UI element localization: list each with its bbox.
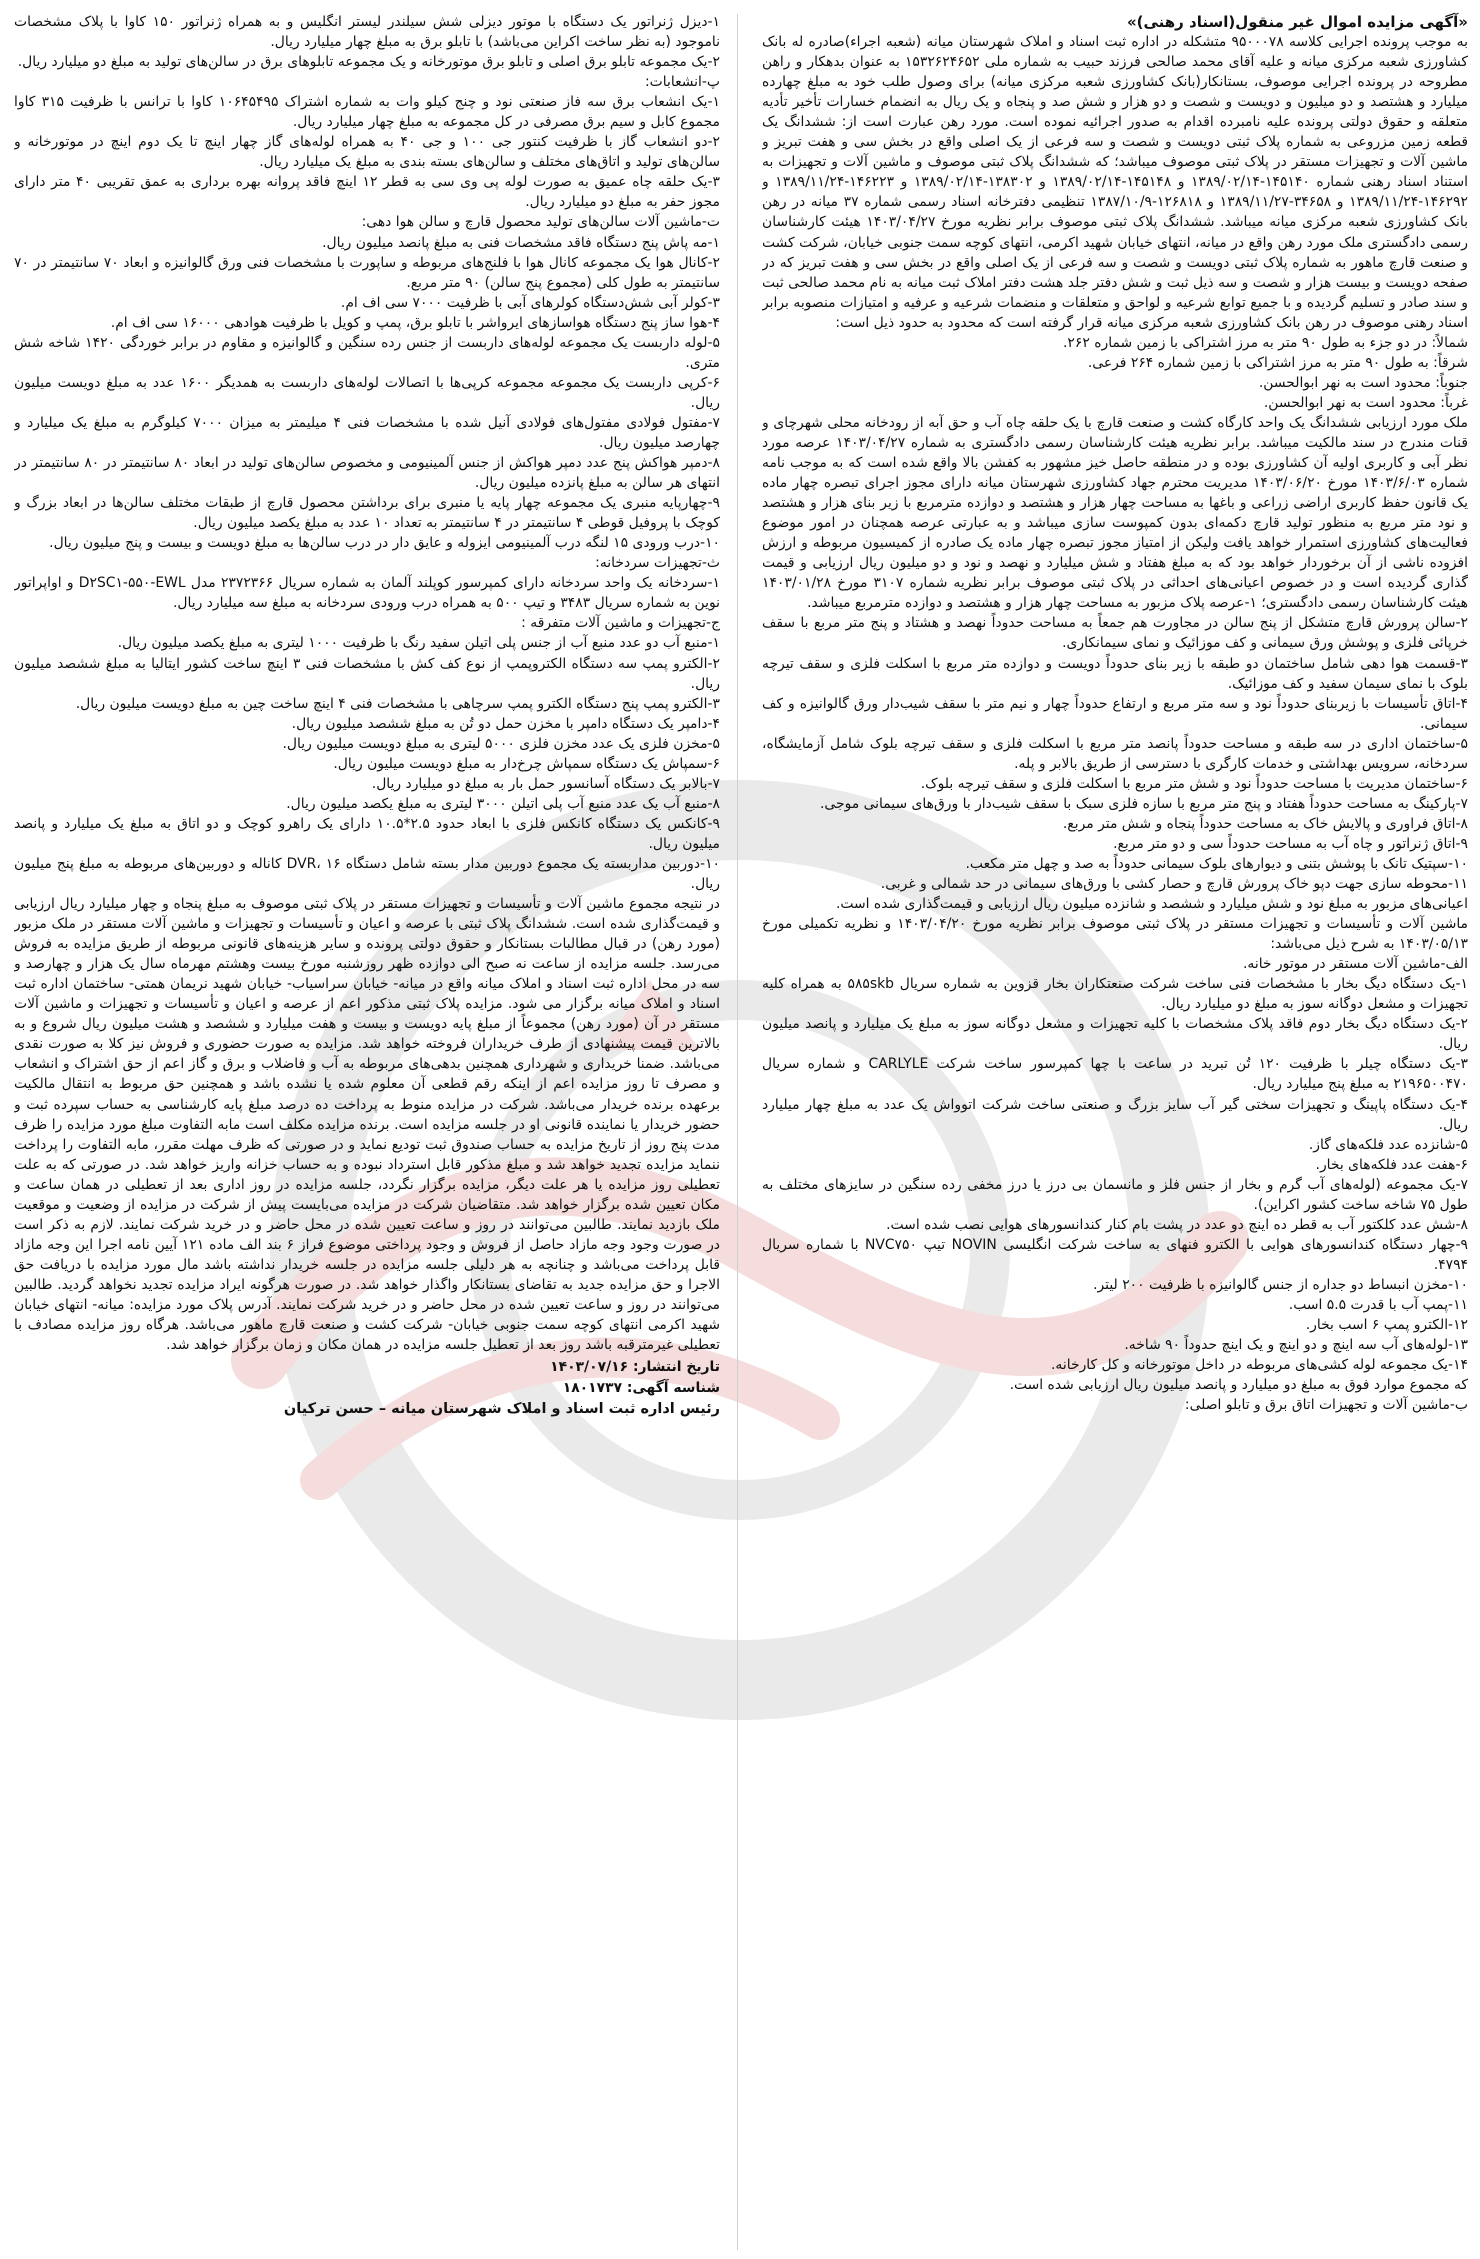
valuation-paragraph: ملک مورد ارزیابی ششدانگ یک واحد کارگاه کشت و صنعت قارچ با یک حلقه چاه آب و حق آبه از رودخانه محلی شهرچای و قنات مندرج در سند مالکیت میباشد. برابر نظریه هیئت کارشناسان رسمی دادگستری به شماره ۱۴۰۳/۰۴/۲۷ عرصه مورد نظر آبی و کاربری اولیه آن کشاورزی بوده و در منطقه حاصل خیز مشهور به کفشن بالا واقع شده است که به موجب نامه شماره ۱۴۰۳/۶/۰۳ مورخ ۱۴۰۳/۰۶/۲۰ مدیریت محترم جهاد کشاورزی شهرستان میانه دارای مجوز اجرای تبصره چهار ماده یک قانون حفظ کاربری اراضی زراعی و باغها به مساحت چهار هزار و هشتصد و دوازده مترمربع با زیر بنای هزار و هشتصد و نود متر مربع به منظور تولید قارچ دکمه‌ای بدون کمپوست سازی میباشد و به عبارتی عرصه همچنان در امور موضوع فعالیت‌های کشاورزی استمرار خواهد یافت ولیکن از امتیاز مجوز تبصره چهار ماده یک صادره از کمیسیون مربوطه و ارزش افزوده ناشی از آن برخوردار خواهد بود که به مبلغ هفتاد و شش میلیارد و نهصد و نود و دو میلیون ریال ارزیابی و قیمت گذاری گردیده است و در خصوص اعیانی‌های احداثی در پلاک ثبتی موصوف برابر نظریه شماره ۳۱۰۷ مورخ ۱۴۰۳/۰۱/۲۸ هیئت کارشناسان رسمی دادگستری؛ ۱-عرصه پلاک مزبور به مساحت چهار هزار و هشتصد و دوازده مترمربع میباشد. bbox=[762, 414, 1468, 612]
building-item: ۹-اتاق ژنراتور و چاه آب به مساحت حدوداً سی و دو متر مربع. bbox=[1113, 835, 1468, 852]
building-item: ۱۱-محوطه سازی جهت دپو خاک پرورش قارچ و حصار کشی با ورق‌های سیمانی در حد شمالی و غربی. bbox=[880, 876, 1468, 893]
machinery-item: ۱۳-لوله‌های آب سه اینچ و دو اینچ و یک اینچ حدوداً ۹۰ شاخه. bbox=[1124, 1337, 1468, 1354]
bound-south: جنوباً: محدود است به نهر ابوالحسن. bbox=[1258, 374, 1468, 391]
left-column bbox=[14, 12, 720, 2252]
section-t-item: ۲-کانال هوا یک مجموعه کانال هوا با فلنج‌های مربوطه و ساپورت با مشخصات فنی ورق گالوانیزه و ابعاد ۷۰ سانتیمتر در ۷۰ سانتیمتر به طول کلی (مجموع پنج سالن) ۹۰ متر مربع. bbox=[14, 254, 720, 291]
machinery-item: ۱-یک دستگاه دیگ بخار با مشخصات فنی ساخت شرکت صنعتکاران بخار قزوین به شماره سریال ۵۸۵skb به همراه کلیه تجهیزات و مشعل دوگانه سوز به مبلغ دو میلیارد ریال. bbox=[762, 976, 1468, 1013]
machinery-item: ۷-یک مجموعه (لوله‌های آب گرم و بخار از جنس فلز و مانسمان بی درز یا درز مخفی رده سنگین در سایزهای مختلف به طول ۷۵ شاخه ساخت کشور اکراین). bbox=[762, 1176, 1468, 1213]
machinery-item: ۱۴-یک مجموعه لوله کشی‌های مربوطه در داخل موتورخانه و کل کارخانه. bbox=[1051, 1357, 1468, 1374]
bound-west: غرباً: محدود است به نهر ابوالحسن. bbox=[1263, 394, 1468, 411]
machinery-heading: الف-ماشین آلات مستقر در موتور خانه. bbox=[1242, 956, 1468, 973]
machinery-total: که مجموع موارد فوق به مبلغ دو میلیارد و پانصد میلیون ریال ارزیابی شده است. bbox=[1009, 1377, 1468, 1394]
section-j-item: ۶-سمپاش یک دستگاه سمپاش چرخ‌دار به مبلغ دویست میلیون ریال. bbox=[333, 755, 720, 772]
section-s-heading: ث-تجهیزات سردخانه: bbox=[595, 555, 720, 572]
section-b-heading: ب-ماشین آلات و تجهیزات اتاق برق و تابلو اصلی: bbox=[1184, 1397, 1468, 1414]
machinery-item: ۸-شش عدد کلکتور آب به قطر ده اینچ دو عدد در پشت بام کنار کندانسورهای هوایی نصب شده است. bbox=[886, 1216, 1468, 1233]
section-t-heading: ت-ماشین آلات سالن‌های تولید محصول قارچ و سالن هوا دهی: bbox=[361, 214, 720, 231]
machinery-intro: ماشین آلات و تأسیسات و تجهیزات مستقر در پلاک ثبتی موصوف برابر نظریه مورخ ۱۴۰۳/۰۴/۲۰ و نظریه تکمیلی مورخ ۱۴۰۳/۰۵/۱۳ به شرح ذیل می‌باشد: bbox=[762, 916, 1468, 953]
section-t-item: ۱-مه پاش پنج دستگاه فاقد مشخصات فنی به مبلغ پانصد میلیون ریال. bbox=[322, 234, 720, 251]
machinery-item: ۴-یک دستگاه پاپینگ و تجهیزات سختی گیر آب سایز بزرگ و صنعتی ساخت شرکت اتوواش یک عدد به مبلغ چهار میلیارد ریال. bbox=[762, 1096, 1468, 1133]
buildings-total: اعیانی‌های مزبور به مبلغ نود و شش میلیارد و ششصد و شانزده میلیون ریال ارزیابی و قیمت‌گذاری شده است. bbox=[835, 896, 1468, 913]
machinery-item: ۶-هفت عدد فلکه‌های بخار. bbox=[1315, 1156, 1468, 1173]
machinery-item: ۳-یک دستگاه چیلر با ظرفیت ۱۲۰ تُن تبرید در ساعت با چها کمپرسور ساخت شرکت CARLYLE و شماره سریال ۲۱۹۶۵۰۰۴۷۰ به مبلغ پنج میلیارد ریال. bbox=[762, 1056, 1468, 1093]
section-j-item: ۵-مخزن فلزی یک عدد مخزن فلزی ۵۰۰۰ لیتری به مبلغ دویست میلیون ریال. bbox=[282, 735, 720, 752]
column-divider bbox=[737, 14, 738, 2250]
section-t-item: ۵-لوله داربست یک مجموعه لوله‌های داربست از جنس رده سنگین و گالوانیزه و مقاوم در برابر خوردگی ۱۴۲۰ شاخه شش متری. bbox=[14, 334, 720, 371]
building-item: ۸-اتاق فراوری و پالایش خاک به مساحت حدوداً پنجاه و شش متر مربع. bbox=[1062, 815, 1468, 832]
machinery-item: ۱۲-الکترو پمپ ۶ اسب بخار. bbox=[1305, 1317, 1468, 1334]
section-s-item: ۱-سردخانه یک واحد سردخانه دارای کمپرسور کوپلند آلمان به شماره سریال ۲۳۷۲۳۶۶ مدل D۲SC۱-۵۵۰-EWL و اواپراتور نوین به شماره سریال ۳۴۸۳ و تیپ ۵۰۰ به همراه درب ورودی سردخانه به مبلغ سه میلیارد ریال. bbox=[14, 575, 720, 612]
section-j-item: ۲-الکترو پمپ سه دستگاه الکتروپمپ از نوع کف کش با مشخصات فنی ۳ اینچ ساخت کشور ایتالیا به مبلغ ششصد میلیون ریال. bbox=[14, 655, 720, 692]
machinery-item: ۱۰-مخزن انبساط دو جداره از جنس گالوانیزه با ظرفیت ۲۰۰ لیتر. bbox=[1093, 1276, 1468, 1293]
building-item: ۶-ساختمان مدیریت با مساحت حدوداً نود و شش متر مربع با اسکلت فلزی و سقف تیرچه بلوک. bbox=[920, 775, 1468, 792]
section-j-item: ۸-منبع آب یک عدد منبع آب پلی اتیلن ۳۰۰۰ لیتری به مبلغ یکصد میلیون ریال. bbox=[286, 795, 720, 812]
machinery-item: ۱۱-پمپ آب با قدرت ۵.۵ اسب. bbox=[1288, 1297, 1468, 1313]
building-item: ۲-سالن پرورش قارچ متشکل از پنج سالن در مجاورت هم جمعاً به مساحت حدوداً نهصد و هشتاد و پنج متر مربع با سقف خرپائی فلزی و پوشش ورق سیمانی و کف موزائیک و نمای سیمانکاری. bbox=[762, 615, 1468, 652]
section-b-item: ۱-دیزل ژنراتور یک دستگاه با موتور دیزلی شش سیلندر لیستر انگلیس و به همراه ژنراتور ۱۵۰ کاوا با پلاک مشخصات ناموجود (به نظر ساخت اکراین می‌باشد) با تابلو برق به مبلغ چهار میلیارد ریال. bbox=[14, 14, 720, 51]
section-j-item: ۷-بالابر یک دستگاه آسانسور حمل بار به مبلغ دو میلیارد ریال. bbox=[371, 775, 720, 792]
section-j-item: ۴-دامپر یک دستگاه دامپر با مخزن حمل دو تُن به مبلغ ششصد میلیون ریال. bbox=[291, 715, 720, 732]
building-item: ۷-پارکینگ به مساحت حدوداً هفتاد و پنج متر مربع با سازه فلزی سبک با سقف شیب‌دار با ورق‌های سیمانی موجی. bbox=[819, 795, 1468, 812]
publish-date: تاریخ انتشار: ۱۴۰۳/۰۷/۱۶ bbox=[550, 1359, 720, 1376]
section-t-item: ۶-کرپی داربست یک مجموعه مجموعه کرپی‌ها با اتصالات لوله‌های داربست به همدیگر ۱۶۰۰ عدد به مبلغ دویست میلیون ریال. bbox=[14, 374, 720, 411]
signature: رئیس اداره ثبت اسناد و املاک شهرستان میانه – حسن ترکیان bbox=[283, 1401, 720, 1418]
bound-east: شرقاً: به طول ۹۰ متر به مرز اشتراکی با زمین شماره ۲۶۴ فرعی. bbox=[1087, 354, 1468, 371]
right-column bbox=[762, 12, 1468, 2252]
section-p-item: ۱-یک انشعاب برق سه فاز صنعتی نود و چنج کیلو وات به شماره اشتراک ۱۰۶۴۵۴۹۵ کاوا با ترانس با ظرفیت ۳۱۵ کاوا مجموع کابل و سیم برق مصرفی در کل مجموعه به مبلغ چهار میلیارد ریال. bbox=[14, 94, 720, 131]
notice-id: شناسه آگهی: ۱۸۰۱۷۳۷ bbox=[562, 1380, 720, 1397]
section-j-heading: ج-تجهیزات و ماشین آلات متفرقه : bbox=[521, 615, 720, 632]
section-j-item: ۹-کانکس یک دستگاه کانکس فلزی با ابعاد حدود ۲.۵*۱۰.۵ دارای یک راهرو کوچک و دو اتاق به مبلغ یک میلیارد و پانصد میلیون ریال. bbox=[14, 815, 720, 852]
section-t-item: ۴-هوا ساز پنج دستگاه هواساز‌های ایرواشر با تابلو برق، پمپ و کویل با ظرفیت هوادهی ۱۶۰۰۰ سی اف ام. bbox=[110, 314, 720, 331]
ad-footer bbox=[14, 1357, 720, 1420]
building-item: ۱۰-سپتیک تانک با پوشش بتنی و دیوارهای بلوک سیمانی حدوداً به صد و چهل متر مکعب. bbox=[965, 855, 1468, 872]
section-t-item: ۸-دمپر هواکش پنج عدد دمپر هواکش از جنس آلمینیومی و مخصوص سالن‌های تولید در ابعاد ۸۰ سانتیمتر در ۸۰ سانتیمتر در انتهای هر سالن به مبلغ پانزده میلیون ریال. bbox=[14, 455, 720, 492]
building-item: ۳-قسمت هوا دهی شامل ساختمان دو طبقه با زیر بنای حدوداً دویست و دوازده متر مربع با اسکلت فلزی و سقف تیرچه بلوک با نمای سیمان سفید و کف موزائیک. bbox=[762, 655, 1468, 692]
machinery-item: ۹-چهار دستگاه کندانسورهای هوایی با الکترو فنهای به ساخت شرکت انگلیسی NOVIN تیپ NVC۷۵۰ با شماره سریال ۴۷۹۴. bbox=[762, 1236, 1468, 1273]
machinery-item: ۵-شانزده عدد فلکه‌های گاز. bbox=[1308, 1136, 1468, 1153]
section-p-heading: پ-انشعابات: bbox=[645, 74, 720, 91]
section-t-item: ۷-مفتول فولادی مفتول‌های فولادی آنیل شده با مشخصات فنی ۴ میلیمتر به میزان ۷۰۰۰ کیلوگرم به مبلغ یک میلیارد و چهارصد میلیون ریال. bbox=[14, 414, 720, 451]
section-t-item: ۹-چهارپایه منبری یک مجموعه چهار پایه یا منبری برای برداشتن محصول قارچ از طبقات مختلف سالن‌ها در ابعاد بزرگ و کوچک با پروفیل قوطی ۴ سانتیمتر در ۴ سانتیمتر به تعداد ۱۰ عدد به مبلغ یکصد میلیون ریال. bbox=[14, 495, 720, 532]
ad-title: «آگهی مزایده اموال غیر منقول(اسناد رهنی)» bbox=[1126, 13, 1468, 31]
section-b-item: ۲-یک مجموعه تابلو برق اصلی و تابلو برق موتورخانه و یک مجموعه تابلوهای برق در سالن‌های تولید به مبلغ دو میلیارد ریال. bbox=[17, 54, 720, 71]
closing-paragraph: در نتیجه مجموع ماشین آلات و تأسیسات و تجهیزات مستقر در پلاک ثبتی موصوف به مبلغ پنجاه و چهار میلیارد ریال ارزیابی و قیمت‌گذاری شده است. ششدانگ پلاک ثبتی با عرصه و اعیان و تأسیسات و تجهیزات و ماشین آلات مستقر در ملک مزبور (مورد رهن) در قبال مطالبات بستانکار و حقوق دولتی پرونده و سایر هزینه‌های قانونی مربوطه از طریق مزایده به فروش می‌رسد. جلسه مزایده از ساعت نه صبح الی دوازده ظهر روزشنبه مورخ بیست وهشتم مهرماه سال یک هزار و چهارصد و سه در محل اداره ثبت اسناد و املاک میانه واقع در میانه- خیابان سراسیاب- خیابان شهید نریمان همتی- ساختمان اداره ثبت اسناد و املاک میانه برگزار می شود. مزایده پلاک ثبتی مذکور اعم از عرصه و اعیان و تأسیسات و تجهیزات و ماشین آلات مستقر در آن (مورد رهن) مجموعاً از مبلغ پایه دویست و بیست و هفت میلیارد و ششصد و هشت میلیون ریال شروع و به بالاترین قیمت پیشنهادی از طرف خریداران فروخته خواهد شد. مزایده به صورت حضوری و فروش نیز کلا به صورت نقدی می‌باشد. ضمنا خریداری و شهرداری همچنین بدهی‌های مربوطه به آب و فاضلاب و برق و گاز اعم از حق اشتراک و انشعاب و مصرف تا روز مزایده اعم از اینکه رقم قطعی آن معلوم شده یا نشده باشد و همچنین حق مربوط به انتقال مالکیت برعهده برنده خریدار می‌باشد. شرکت در مزایده منوط به پرداخت ده درصد مبلغ پایه کارشناسی به حساب سپرده ثبت و حضور خریدار یا نماینده قانونی او در جلسه مزایده است. برنده مزایده مکلف است مابه التفاوت مبلغ مورد مزایده را ظرف مدت پنج روز از تاریخ مزایده به حساب صندوق ثبت تودیع نماید و در صورتی که ظرف مهلت مقرر، مابه التفاوت را پرداخت ننماید مزایده تجدید خواهد شد و مبلغ مذکور قابل استرداد نبوده و به حساب خزانه واریز خواهد شد. در صورتی که به علت تعطیلی روز مزایده یا هر علت دیگر، مزایده برگزار نگردد، جلسه مزایده در روز اداری بعد از تعطیلی در همان ساعت و مکان تعیین شده برگزار خواهد شد. متقاضیان شرکت در مزایده می‌بایست پیش از شرکت در مزایده از وضعیت و موقعیت ملک بازدید نمایند. طالبین می‌توانند در روز و ساعت تعیین شده در محل حاضر و در خرید شرکت نمایند. لازم به ذکر است در صورت وجود وجه مازاد حاصل از فروش و وجود پرداختی موضوع فراز ۶ بند الف ماده ۱۲۱ آیین نامه اجرا این وجه مازاد قابل پرداخت می‌باشد و چنانچه به هر دلیلی جلسه مزایده در جلسه خریدار نداشته باشد مال مورد مزایده با دریافت حق الاجرا و حق مزایده جدید به تقاضای بستانکار واگذار خواهد شد. در صورت هرگونه ایراد مزایده تجدید نخواهد گردید. طالبین می‌توانند در روز و ساعت تعیین شده در محل حاضر و در خرید شرکت نمایند. آدرس پلاک مورد مزایده: میانه- انتهای خیابان شهید اکرمی انتهای کوچه سمت جنوبی خیابان- شرکت کشت و صنعت قارچ ماهور می‌باشد. هرگاه روز مزایده مصادف با تعطیلی غیرمترقبه باشد روز بعد از تعطیل جلسه مزایده در همان مکان و زمان برگزار خواهد شد. bbox=[14, 896, 720, 1354]
building-item: ۵-ساختمان اداری در سه طبقه و مساحت حدوداً پانصد متر مربع با اسکلت فلزی و سقف تیرچه بلوک شامل آزمایشگاه، سردخانه، سرویس بهداشتی و خدمات کارگری با دسترسی از طریق بالابر و پله. bbox=[762, 735, 1468, 772]
machinery-item: ۲-یک دستگاه دیگ بخار دوم فاقد پلاک مشخصات با کلیه تجهیزات و مشعل دوگانه سوز به مبلغ یک میلیارد و پانصد میلیون ریال. bbox=[762, 1016, 1468, 1053]
section-t-item: ۱۰-درب ورودی ۱۵ لنگه درب آلمینیومی ایزوله و عایق دار در درب سالن‌ها به مبلغ دویست و بیست و پنج میلیون ریال. bbox=[49, 535, 720, 552]
bound-north: شمالاً: در دو جزء به طول ۹۰ متر به مرز اشتراکی با زمین شماره ۲۶۲. bbox=[1063, 334, 1468, 351]
building-item: ۴-اتاق تأسیسات با زیربنای حدوداً نود و سه متر مربع و ارتفاع حدوداً چهار و نیم متر با سقف شیب‌دار ورق گالوانیزه و کف سیمانی. bbox=[762, 695, 1468, 732]
section-t-item: ۳-کولر آبی شش‌دستگاه کولرهای آبی با ظرفیت ۷۰۰۰ سی اف ام. bbox=[340, 294, 720, 311]
section-p-item: ۳-یک حلقه چاه عمیق به صورت لوله پی وی سی به قطر ۱۲ اینچ فاقد پروانه بهره برداری به عمق تقریبی ۴۰ متر دارای مجوز حفر به مبلغ دو میلیارد ریال. bbox=[14, 174, 720, 211]
intro-paragraph: به موجب پرونده اجرایی کلاسه ۹۵۰۰۰۷۸ متشکله در اداره ثبت اسناد و املاک شهرستان میانه (شعبه اجراء)صادره له بانک کشاورزی شعبه مرکزی میانه و علیه آقای محمد صالحی فرزند حبیب به شماره ملی ۱۵۳۲۶۲۴۶۵۲ به عنوان بدهکار و راهن مطروحه در پرونده اجرایی موصوف، بستانکار(بانک کشاورزی شعبه مرکزی میانه) برای وصول طلب خود به مبلغ چهارده میلیارد و هشتصد و دو میلیون و دویست و شصت و دو هزار و شش صد و پنجاه و یک ریال به انضمام خسارات تأخیر تأدیه متعلقه و حقوق دولتی پرونده علیه نامبرده اقدام به صدور اجرائیه نموده است. مورد رهن عبارت است از: ششدانگ یک قطعه زمین مزروعی به شماره پلاک ثبتی دویست و شصت و سه فرعی از یک اصلی واقع در بخش سی و هفت تبریز و ماشین آلات و تجهیزات مستقر در پلاک ثبتی موصوف میباشد؛ که ششدانگ پلاک ثبتی موصوف و ماشین آلات و تجهیزات به استناد اسناد رهنی شماره ۱۴۵۱۴۰-۱۳۸۹/۰۲/۱۴ و ۱۴۵۱۴۸-۱۳۸۹/۰۲/۱۴ و ۱۳۸۳۰۲-۱۳۸۹/۰۲/۱۴ و ۱۴۶۲۲۳-۱۳۸۹/۱۱/۲۴ و ۱۴۶۲۹۲-۱۳۸۹/۱۱/۲۴ و ۳۴۶۵۸-۱۳۸۹/۱۱/۲۷ و ۱۲۶۸۱۸-۱۳۸۷/۱۰/۹ تنظیمی دفترخانه اسناد رسمی شماره ۳۷ میانه در رهن بانک کشاورزی شعبه مرکزی میانه میباشد. ششدانگ پلاک ثبتی موصوف برابر نظریه مورخ ۱۴۰۳/۰۴/۲۷ هیئت کارشناسان رسمی دادگستری ملک مورد رهن واقع در میانه، انتهای خیابان شهید اکرمی، انتهای کوچه سمت جنوبی خیابان، شرکت کشت و صنعت قارچ ماهور به شماره پلاک ثبتی دویست و شصت و سه فرعی از یک اصلی واقع در بخش سی و هفت تبریز که در صفحه دویست و بیست هزار و شصت و سه ذیل ثبت و شش دفتر جلد هشت دفتر املاک ثبت میانه به نام محمد صالحی ثبت و سند صادر و تسلیم گردیده و با جمیع توابع شرعیه و لواحق و متعلقات و منضمات شرعیه و عرفیه و امتیازات منصوبه برابر اسناد رهنی موصوف در رهن بانک کشاورزی شعبه مرکزی میانه قرار گرفته است که محدود به حدود ذیل است: bbox=[762, 34, 1468, 331]
section-j-item: ۱-منبع آب دو عدد منبع آب از جنس پلی اتیلن سفید رنگ با ظرفیت ۱۰۰۰ لیتری به مبلغ یکصد میلیون ریال. bbox=[117, 635, 720, 652]
section-j-item: ۱۰-دوربین مداربسته یک مجموع دوربین مدار بسته شامل دستگاه DVR، ۱۶ کاناله و دوربین‌های مربوطه به مبلغ پنج میلیون ریال. bbox=[14, 855, 720, 893]
section-j-item: ۳-الکترو پمپ پنج دستگاه الکترو پمپ سرچاهی با مشخصات فنی ۴ اینچ ساخت چین به مبلغ دویست میلیون ریال. bbox=[75, 695, 720, 712]
section-p-item: ۲-دو انشعاب گاز با ظرفیت کنتور جی ۱۰۰ و جی ۴۰ به همراه لوله‌های گاز چهار اینچ تا یک دوم اینچ در موتورخانه و سالن‌های تولید و اتاق‌های مختلف و سالن‌های بسته بندی به مبلغ یک میلیارد ریال. bbox=[14, 134, 720, 171]
